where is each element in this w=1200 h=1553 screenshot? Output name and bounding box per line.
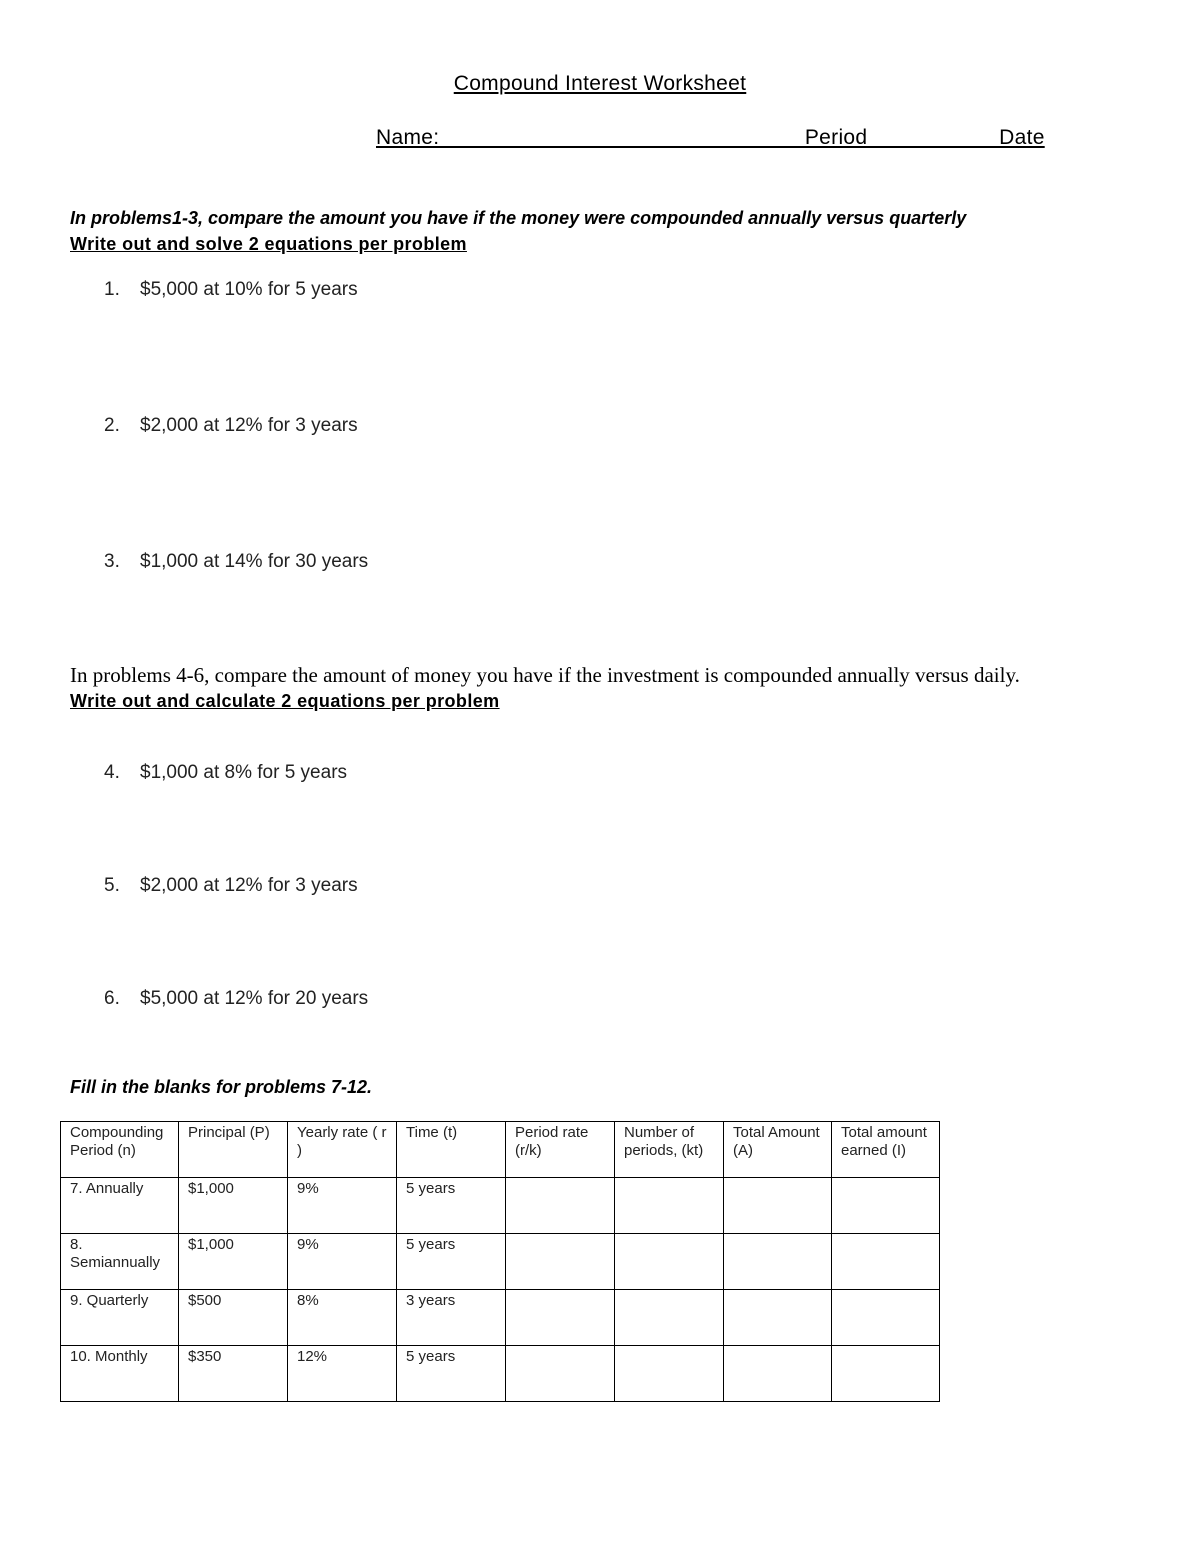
problem-5 [104,875,358,897]
header-cell: Principal (P) [179,1122,288,1178]
problem-4 [104,762,347,784]
rate-cell: 9% [288,1234,397,1290]
blank-cell[interactable] [506,1290,615,1346]
blank-cell[interactable] [832,1178,940,1234]
rate-cell: 9% [288,1178,397,1234]
table-row [61,1346,940,1402]
header-cell: Yearly rate ( r ) [288,1122,397,1178]
problem-number: 4. [104,762,120,783]
period-cell: 8. Semiannually [61,1234,179,1290]
blank-cell[interactable] [615,1178,724,1234]
blank-cell[interactable] [832,1234,940,1290]
header-cell: Total amount earned (I) [832,1122,940,1178]
principal-cell: $1,000 [179,1234,288,1290]
blank-cell[interactable] [832,1290,940,1346]
rate-cell: 12% [288,1346,397,1402]
principal-cell: $500 [179,1290,288,1346]
blank-cell[interactable] [615,1234,724,1290]
problem-text: $1,000 at 8% for 5 years [140,762,348,783]
problem-3 [104,551,368,573]
problem-text: $5,000 at 10% for 5 years [140,279,358,300]
header-cell: Number of periods, (kt) [615,1122,724,1178]
header-cell: Total Amount (A) [724,1122,832,1178]
table-row [61,1234,940,1290]
problem-2 [104,415,358,437]
problem-number: 3. [104,551,120,572]
blank-cell[interactable] [506,1234,615,1290]
section1-instruction: In problems1-3, compare the amount you have if the money were compounded annually versus quarterly [70,208,967,228]
problem-number: 1. [104,279,120,300]
problem-number: 5. [104,875,120,896]
name-period-date-line: Name: ______________________________Period___________Date [376,126,1045,149]
problem-6 [104,988,368,1010]
blank-cell[interactable] [506,1178,615,1234]
blank-cell[interactable] [724,1178,832,1234]
section2-subinstruction: Write out and calculate 2 equations per problem [70,691,500,711]
problem-number: 6. [104,988,120,1009]
blank-cell[interactable] [724,1346,832,1402]
blank-cell[interactable] [615,1290,724,1346]
problem-number: 2. [104,415,120,436]
period-cell: 10. Monthly [61,1346,179,1402]
time-cell: 5 years [397,1234,506,1290]
table-header-row [61,1122,940,1178]
principal-cell: $350 [179,1346,288,1402]
blank-cell[interactable] [724,1290,832,1346]
problem-text: $1,000 at 14% for 30 years [140,551,369,572]
problem-text: $5,000 at 12% for 20 years [140,988,369,1009]
page-title: Compound Interest Worksheet [453,72,747,95]
time-cell: 3 years [397,1290,506,1346]
problem-1 [104,279,358,301]
blank-cell[interactable] [724,1234,832,1290]
time-cell: 5 years [397,1346,506,1402]
section3-instruction: Fill in the blanks for problems 7-12. [70,1077,373,1097]
header-cell: Time (t) [397,1122,506,1178]
compound-interest-table [60,1121,940,1402]
rate-cell: 8% [288,1290,397,1346]
problem-text: $2,000 at 12% for 3 years [140,875,358,896]
principal-cell: $1,000 [179,1178,288,1234]
table-row [61,1178,940,1234]
blank-cell[interactable] [615,1346,724,1402]
header-cell: Period rate (r/k) [506,1122,615,1178]
table-row [61,1290,940,1346]
blank-cell[interactable] [506,1346,615,1402]
header-cell: Compounding Period (n) [61,1122,179,1178]
blank-cell[interactable] [832,1346,940,1402]
time-cell: 5 years [397,1178,506,1234]
section2-instruction: In problems 4-6, compare the amount of money you have if the investment is compounded annually versus daily. [70,663,1020,687]
period-cell: 7. Annually [61,1178,179,1234]
period-cell: 9. Quarterly [61,1290,179,1346]
section1-subinstruction: Write out and solve 2 equations per problem [70,234,467,254]
problem-text: $2,000 at 12% for 3 years [140,415,358,436]
